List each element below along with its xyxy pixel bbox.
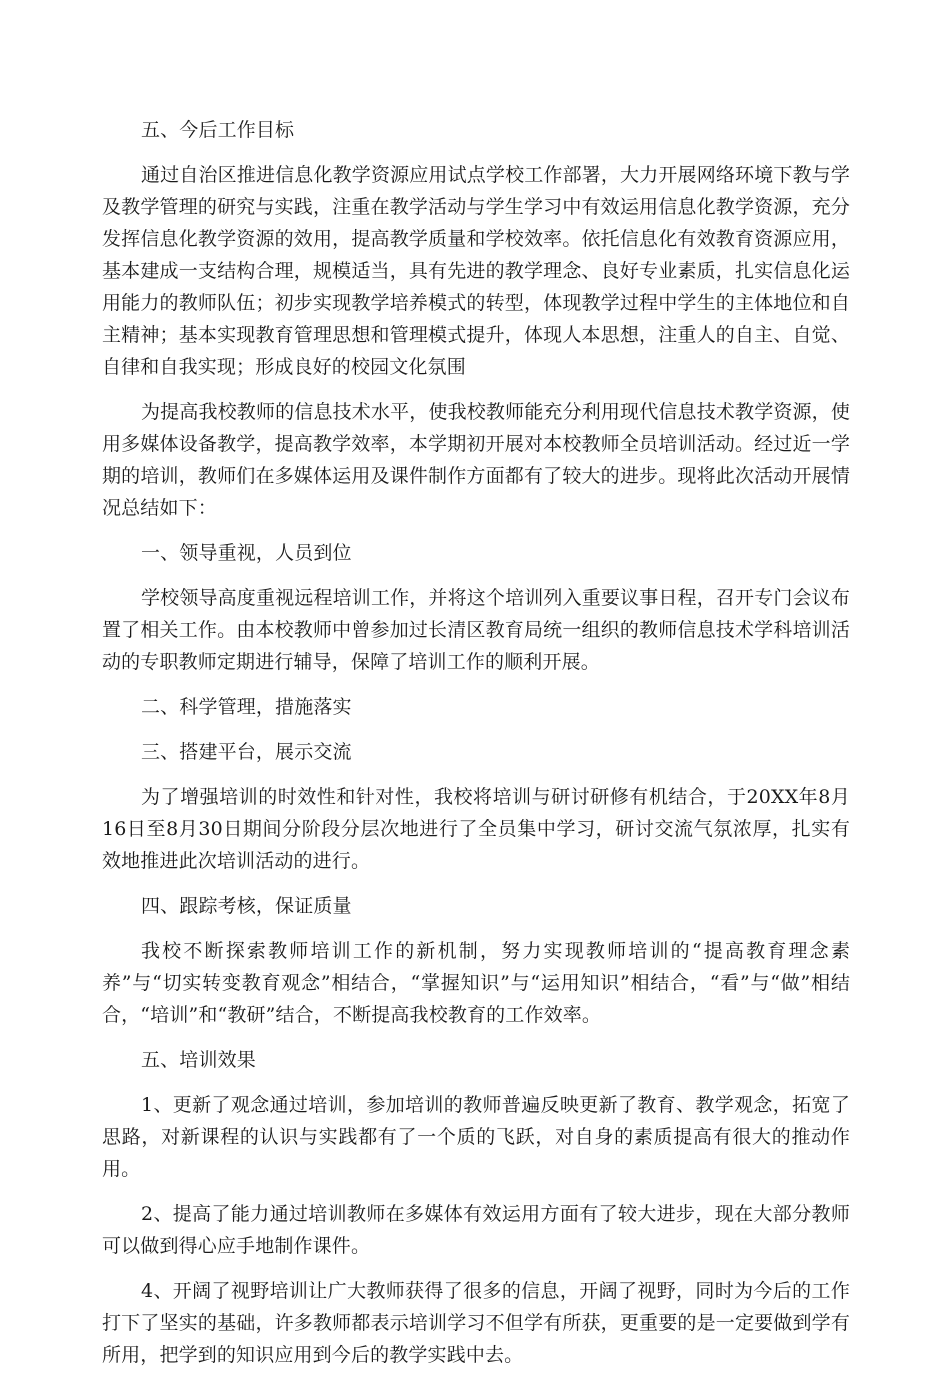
section-heading-assessment: 四、跟踪考核，保证质量 [141, 895, 352, 917]
paragraph-leadership-body: 学校领导高度重视远程培训工作，并将这个培训列入重要议事日程，召开专门会议布置了相关工作。由本校教师中曾参加过长清区教育局统一组织的教师信息技术学科培训活动的专职教师定期进行辅导，保障了培训工作的顺利开展。 [102, 587, 850, 673]
document-body [102, 114, 850, 1384]
paragraph-effect-4: 4、开阔了视野培训让广大教师获得了很多的信息，开阔了视野，同时为今后的工作打下了坚实的基础，许多教师都表示培训学习不但学有所获，更重要的是一定要做到学有所用，把学到的知识应用到今后的教学实践中去。 [102, 1280, 850, 1366]
paragraph-training-intro: 为提高我校教师的信息技术水平，使我校教师能充分利用现代信息技术教学资源，使用多媒体设备教学，提高教学效率，本学期初开展对本校教师全员培训活动。经过近一学期的培训，教师们在多媒体运用及课件制作方面都有了较大的进步。现将此次活动开展情况总结如下： [102, 401, 850, 519]
paragraph-goals-body: 通过自治区推进信息化教学资源应用试点学校工作部署，大力开展网络环境下教与学及教学管理的研究与实践，注重在教学活动与学生学习中有效运用信息化教学资源，充分发挥信息化教学资源的效用，提高教学质量和学校效率。依托信息化有效教育资源应用，基本建成一支结构合理，规模适当，具有先进的教学理念、良好专业素质，扎实信息化运用能力的教师队伍；初步实现教学培养模式的转型，体现教学过程中学生的主体地位和自主精神；基本实现教育管理思想和管理模式提升，体现人本思想，注重人的自主、自觉、自律和自我实现；形成良好的校园文化氛围 [102, 164, 850, 378]
section-heading-future-goals: 五、今后工作目标 [141, 119, 295, 141]
paragraph-effect-1: 1、更新了观念通过培训，参加培训的教师普遍反映更新了教育、教学观念，拓宽了思路，对新课程的认识与实践都有了一个质的飞跃，对自身的素质提高有很大的推动作用。 [102, 1094, 850, 1180]
paragraph-effect-2: 2、提高了能力通过培训教师在多媒体有效运用方面有了较大进步，现在大部分教师可以做到得心应手地制作课件。 [102, 1203, 850, 1257]
section-heading-leadership: 一、领导重视，人员到位 [141, 542, 352, 564]
paragraph-platform-body: 为了增强培训的时效性和针对性，我校将培训与研讨研修有机结合，于20XX年8月16日至8月30日期间分阶段分层次地进行了全员集中学习，研讨交流气氛浓厚，扎实有效地推进此次培训活动的进行。 [102, 786, 850, 872]
section-heading-management: 二、科学管理，措施落实 [141, 696, 352, 718]
paragraph-assessment-body: 我校不断探索教师培训工作的新机制，努力实现教师培训的“提高教育理念素养”与“切实转变教育观念”相结合，“掌握知识”与“运用知识”相结合，“看”与“做”相结合，“培训”和“教研”结合，不断提高我校教育的工作效率。 [102, 940, 850, 1026]
section-heading-platform: 三、搭建平台，展示交流 [141, 741, 352, 763]
section-heading-effects: 五、培训效果 [141, 1049, 256, 1071]
